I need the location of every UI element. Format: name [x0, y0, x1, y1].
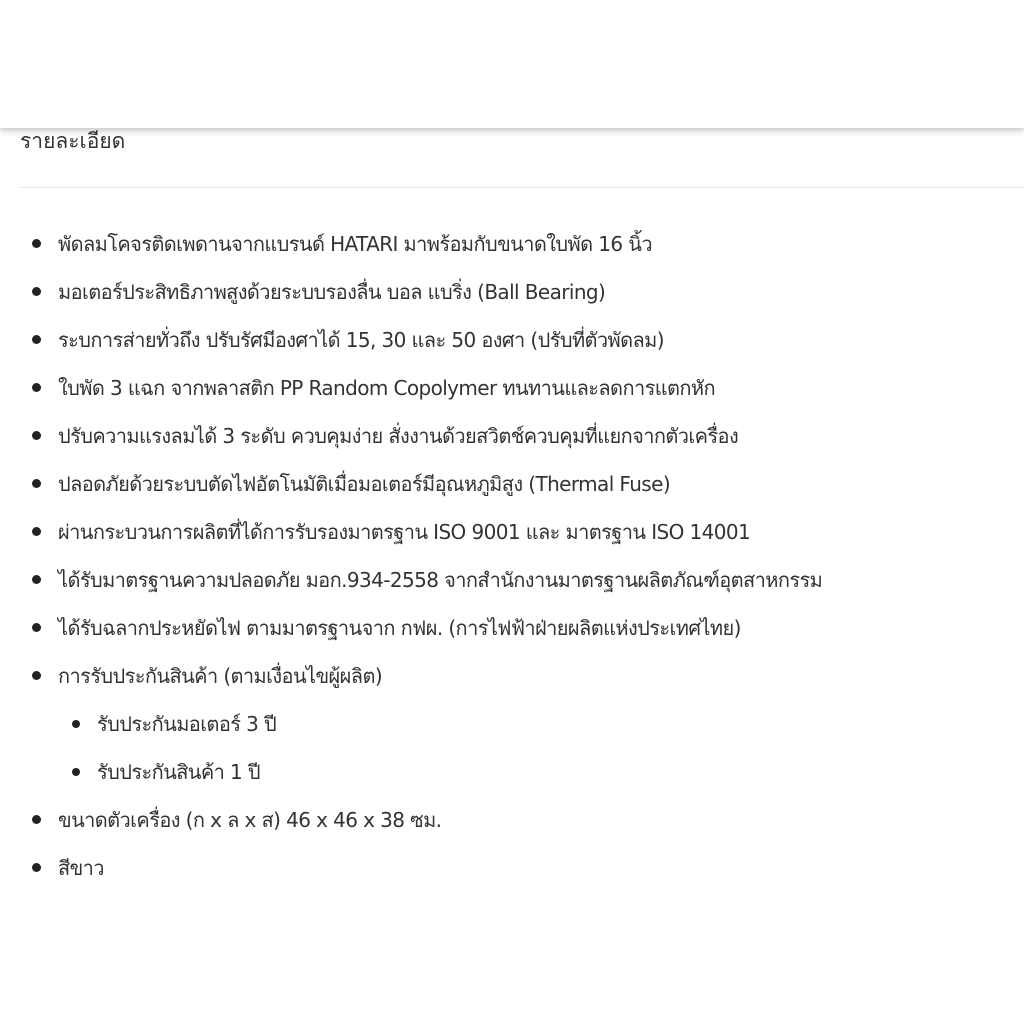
list-item — [0, 268, 1024, 316]
dimensions-item — [0, 796, 1024, 844]
bullet-icon — [32, 239, 41, 248]
warranty-sublist-container — [0, 700, 1024, 796]
list-item — [0, 508, 1024, 556]
bullet-icon — [32, 527, 41, 536]
bullet-icon — [32, 863, 41, 872]
sub-list-item-text: รับประกันมอเตอร์ 3 ปี — [97, 712, 277, 736]
section-title: รายละเอียด — [20, 129, 126, 153]
sub-list-item — [0, 748, 1024, 796]
list-item — [0, 604, 1024, 652]
bullet-icon — [32, 575, 41, 584]
bullet-icon — [32, 623, 41, 632]
list-item-text: พัดลมโคจรติดเพดานจากแบรนด์ HATARI มาพร้อมกับขนาดใบพัด 16 นิ้ว — [58, 232, 652, 256]
color-text: สีขาว — [58, 856, 104, 880]
warranty-item — [0, 652, 1024, 700]
list-item-text: ปรับความแรงลมได้ 3 ระดับ ควบคุมง่าย สั่งงานด้วยสวิตช์ควบคุมที่แยกจากตัวเครื่อง — [58, 424, 739, 448]
list-item-text: ระบการส่ายทั่วถึง ปรับรัศมีองศาได้ 15, 30 และ 50 องศา (ปรับที่ตัวพัดลม) — [58, 328, 664, 352]
spec-list — [0, 220, 1024, 892]
bullet-icon — [32, 383, 41, 392]
warranty-label: การรับประกันสินค้า (ตามเงื่อนไขผู้ผลิต) — [58, 664, 383, 688]
list-item — [0, 556, 1024, 604]
top-header-bar — [0, 0, 1024, 128]
list-item-text: มอเตอร์ประสิทธิภาพสูงด้วยระบบรองลื่น บอล แบริ่ง (Ball Bearing) — [58, 280, 606, 304]
list-item-text: ได้รับฉลากประหยัดไฟ ตามมาตรฐานจาก กฟผ. (การไฟฟ้าฝ่ายผลิตแห่งประเทศไทย) — [58, 616, 741, 640]
bullet-icon — [32, 287, 41, 296]
list-item — [0, 412, 1024, 460]
list-item-text: ได้รับมาตรฐานความปลอดภัย มอก.934-2558 จากสำนักงานมาตรฐานผลิตภัณฑ์อุตสาหกรรม — [58, 568, 823, 592]
bullet-icon — [32, 671, 41, 680]
bullet-icon — [72, 720, 80, 728]
bullet-icon — [32, 431, 41, 440]
warranty-sublist — [0, 700, 1024, 796]
list-item-text: ใบพัด 3 แฉก จากพลาสติก PP Random Copolymer ทนทานและลดการแตกหัก — [58, 376, 716, 400]
bullet-icon — [72, 768, 80, 776]
color-item — [0, 844, 1024, 892]
list-item — [0, 460, 1024, 508]
dimensions-text: ขนาดตัวเครื่อง (ก x ล x ส) 46 x 46 x 38 ซม. — [58, 808, 442, 832]
list-item — [0, 364, 1024, 412]
bullet-icon — [32, 479, 41, 488]
sub-list-item-text: รับประกันสินค้า 1 ปี — [97, 760, 261, 784]
bullet-icon — [32, 815, 41, 824]
list-item — [0, 316, 1024, 364]
sub-list-item — [0, 700, 1024, 748]
divider — [20, 187, 1024, 188]
list-item — [0, 220, 1024, 268]
list-item-text: ผ่านกระบวนการผลิตที่ได้การรับรองมาตรฐาน ISO 9001 และ มาตรฐาน ISO 14001 — [58, 520, 751, 544]
list-item-text: ปลอดภัยด้วยระบบตัดไฟอัตโนมัติเมื่อมอเตอร์มีอุณหภูมิสูง (Thermal Fuse) — [58, 472, 671, 496]
bullet-icon — [32, 335, 41, 344]
